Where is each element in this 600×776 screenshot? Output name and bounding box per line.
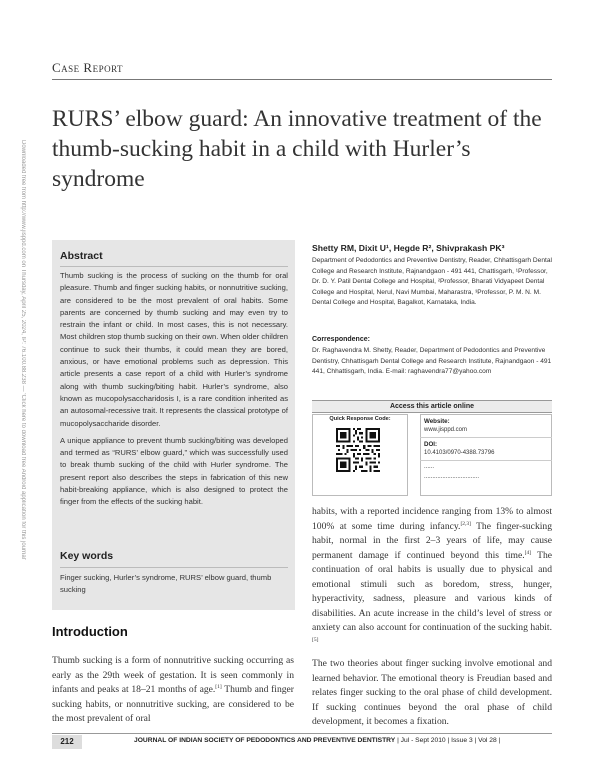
keywords-text: Finger sucking, Hurler’s syndrome, RURS’ elbow guard, thumb sucking <box>60 573 272 595</box>
body-paragraph: habits, with a reported incidence ranging from 13% to almost 100% at some time during infancy.[2,3] The finger-sucking habit, normal in the first 2–3 years of life, may cause permanent damage if continued beyond this time.[4] The continuation of oral habits is usually due to physical and emotional stimuli such as boredom, stress, hunger, hyperactivity, sadness, pleasure and various kinds of disabilities. An acute increase in the child’s level of stress or anxiety can also account for continuation of the sucking habit.[5] <box>312 506 552 643</box>
intro-text-b: Thumb and finger sucking habits, or nonnutritive sucking, are considered to be the most prevalent of oral <box>52 684 294 724</box>
citation-link[interactable]: [4] <box>524 549 532 556</box>
website-link[interactable]: www.jisppd.com <box>424 427 468 433</box>
info-divider <box>420 460 552 461</box>
qr-code-icon[interactable] <box>336 428 380 472</box>
pmid-placeholder: ...... <box>424 464 435 470</box>
abstract-body <box>60 270 288 514</box>
header-divider <box>52 79 552 80</box>
qr-label: Quick Response Code: <box>329 416 391 422</box>
citation-link[interactable]: [2,3] <box>460 520 471 527</box>
intro-text-a: Thumb sucking is a form of nonnutritive sucking occurring as early as the 29th week of gestation. It is seen commonly in infants and peaks at 18–21 months of age. <box>52 655 294 695</box>
abstract-heading: Abstract <box>60 250 103 262</box>
keywords-heading: Key words <box>60 550 114 562</box>
abstract-paragraph: A unique appliance to prevent thumb sucking/biting was developed and termed as “RURS’ elbow guard,” which was successfully used to break thumb sucking of the child with Hurler syndrome. The present report also describes the steps in fabrication of this new habit-breaking appliance, which is also designed to protect the finger from the effects of the sucking habit. <box>60 435 288 507</box>
introduction-text <box>52 654 294 727</box>
footer-divider <box>52 733 552 734</box>
abstract-divider <box>60 266 288 267</box>
correspondence-heading: Correspondence: <box>312 336 370 343</box>
citation-link[interactable]: [5] <box>312 636 319 643</box>
body-text-right <box>312 505 552 737</box>
page-number: 212 <box>60 737 74 746</box>
info-divider <box>420 437 552 438</box>
download-side-note: Downloaded free from http://www.jisppd.com on Thursday, April 25, 2024, IP: 76.100.88.238 — ‘Click here to download free Android application for this journal’ <box>20 140 26 561</box>
doi-label: DOI: <box>424 441 438 448</box>
author-affiliations: Department of Pedodontics and Preventive Dentistry, Reader, Chhattisgarh Dental College and Research Institute, Rajnandgaon - 491 441, Chattisgarh, ¹Professor, Dr. D. Y. Patil Dental College and Hospital, ²Professor, Bharati Vidyapeet Dental College and Hospital, Nerul, Navi Mumbai, Maharastra, ³Professor, P. M. N. M. Dental College and Hospital, Bagalkot, Karnataka, India. <box>312 257 552 306</box>
author-names: Shetty RM, Dixit U¹, Hegde R², Shivprakash PK³ <box>312 243 505 253</box>
access-online-heading: Access this article online <box>312 400 552 413</box>
body-paragraph: The two theories about finger sucking involve emotional and learned behavior. The emotional theory is Freudian based and relates finger sucking to the oral phase of child development. If sucking continues beyond the oral phase of child development, it becomes a fixation. <box>312 658 552 727</box>
website-label: Website: <box>424 418 450 425</box>
section-label: Case Report <box>52 60 124 75</box>
citation-link[interactable]: [1] <box>215 683 222 690</box>
blank-placeholder: ................................. <box>424 474 480 480</box>
article-title: RURS’ elbow guard: An innovative treatment of the thumb-sucking habit in a child with Hurler’s syndrome <box>52 106 542 192</box>
doi-link[interactable]: 10.4103/0970-4388.73796 <box>424 450 495 456</box>
abstract-paragraph: Thumb sucking is the process of sucking on the thumb for oral pleasure. Thumb and finger sucking habits, or nonnutritive sucking, are considered to be the most prevalent of oral habits. Some parents are concerned by thumb sucking and may even try to restrain the infant or child. In most cases, this is not necessary. Most children stop thumb sucking on their own. When older children continue to suck their thumbs, it could mean they are bored, anxious, or have emotional problems such as depression. This article presents a case report of a child with Hurler’s syndrome along with thumb sucking/biting habit. Hurler’s syndrome, also known as mucopolysaccharidosis I, is a rare condition inherited as an autosomal-recessive trait. It represents the classical prototype of mucopolysaccharide disorder. <box>60 271 288 428</box>
journal-footer: JOURNAL OF INDIAN SOCIETY OF PEDODONTICS AND PREVENTIVE DENTISTRY | Jul - Sept 2010 | Issue 3 | Vol 28 | <box>134 737 501 744</box>
correspondence-text: Dr. Raghavendra M. Shetty, Reader, Department of Pedodontics and Preventive Dentistry, Chhattisgarh Dental College and Research Institute, Rajnandgaon - 491 441, Chhattisgarh, India. E-mail: raghavendra77@yahoo.com <box>312 347 552 375</box>
introduction-heading: Introduction <box>52 624 128 639</box>
keywords-divider <box>60 567 288 568</box>
